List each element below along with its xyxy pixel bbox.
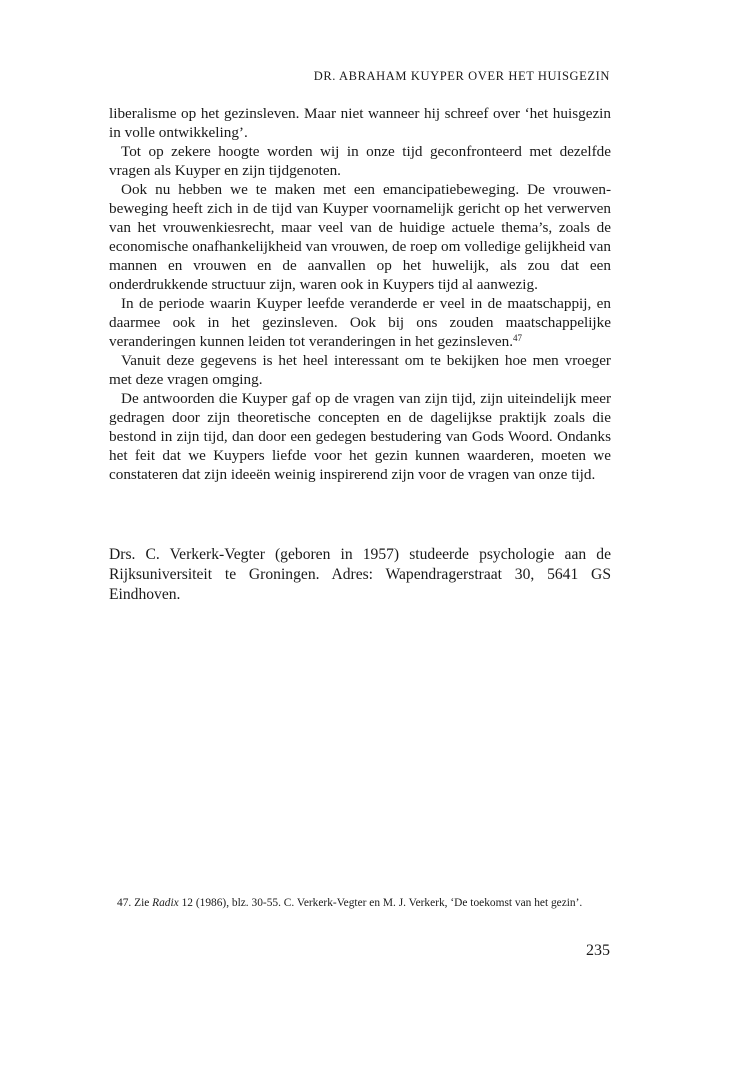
paragraph-3: Ook nu hebben we te maken met een emancipatiebeweging. De vrouwenbeweging heeft zich in de tijd van Kuyper voornamelijk gericht op het verwerven van het vrouwenkiesrecht, maar veel van de huidige actuele thema’s, zoals de economische onafhankelijkheid van vrouwen, de roep om volledige gelijkheid van mannen en vrouwen en de aanvallen op het huwelijk, als zou dat een onderdrukkende structuur zijn, waren ook in Kuypers tijd al aanwezig. (109, 181, 611, 293)
page-number: 235 (586, 942, 610, 959)
paragraph-1: liberalisme op het gezinsleven. Maar niet wanneer hij schreef over ‘het huisgezin in volle ontwikkeling’. (109, 105, 611, 141)
footnote (117, 895, 611, 911)
footnote-prefix: Zie (134, 897, 150, 909)
footnote-reference: 47 (513, 333, 523, 343)
running-head: DR. ABRAHAM KUYPER OVER HET HUISGEZIN (313, 69, 610, 83)
paragraph-4-text: In de periode waarin Kuyper leefde veranderde er veel in de maatschappij, en daarmee ook in het gezinsleven. Ook bij ons zouden maatschappelijke veranderingen kunnen leiden tot veranderingen in het gezinsleven. (109, 295, 611, 350)
footnote-rest: 12 (1986), blz. 30-55. C. Verkerk-Vegter en M. J. Verkerk, ‘De toekomst van het gezin’. (181, 897, 583, 909)
paragraph-5: Vanuit deze gegevens is het heel interessant om te bekijken hoe men vroeger met deze vragen omging. (109, 352, 611, 388)
paragraph-6: De antwoorden die Kuyper gaf op de vragen van zijn tijd, zijn uiteindelijk meer gedragen door zijn theoretische concepten en de dagelijkse praktijk zoals die bestond in zijn tijd, dan door een gedegen bestudering van Gods Woord. Ondanks het feit dat we Kuypers liefde voor het gezin kunnen waarderen, moeten we constateren dat zijn ideeën weinig inspirerend zijn voor de vragen van onze tijd. (109, 390, 611, 483)
paragraph-4 (109, 294, 611, 351)
footnote-number: 47. (117, 897, 132, 909)
footnote-journal: Radix (152, 897, 179, 909)
paragraph-2: Tot op zekere hoogte worden wij in onze tijd geconfronteerd met dezelfde vragen als Kuyper en zijn tijdgenoten. (109, 143, 611, 179)
footnote-text (117, 895, 611, 911)
author-note (109, 545, 611, 605)
body-text (109, 104, 611, 484)
author-note-text: Drs. C. Verkerk-Vegter (geboren in 1957) studeerde psychologie aan de Rijksuniversiteit te Groningen. Adres: Wapendragerstraat 30, 5641 GS Eindhoven. (109, 546, 611, 603)
